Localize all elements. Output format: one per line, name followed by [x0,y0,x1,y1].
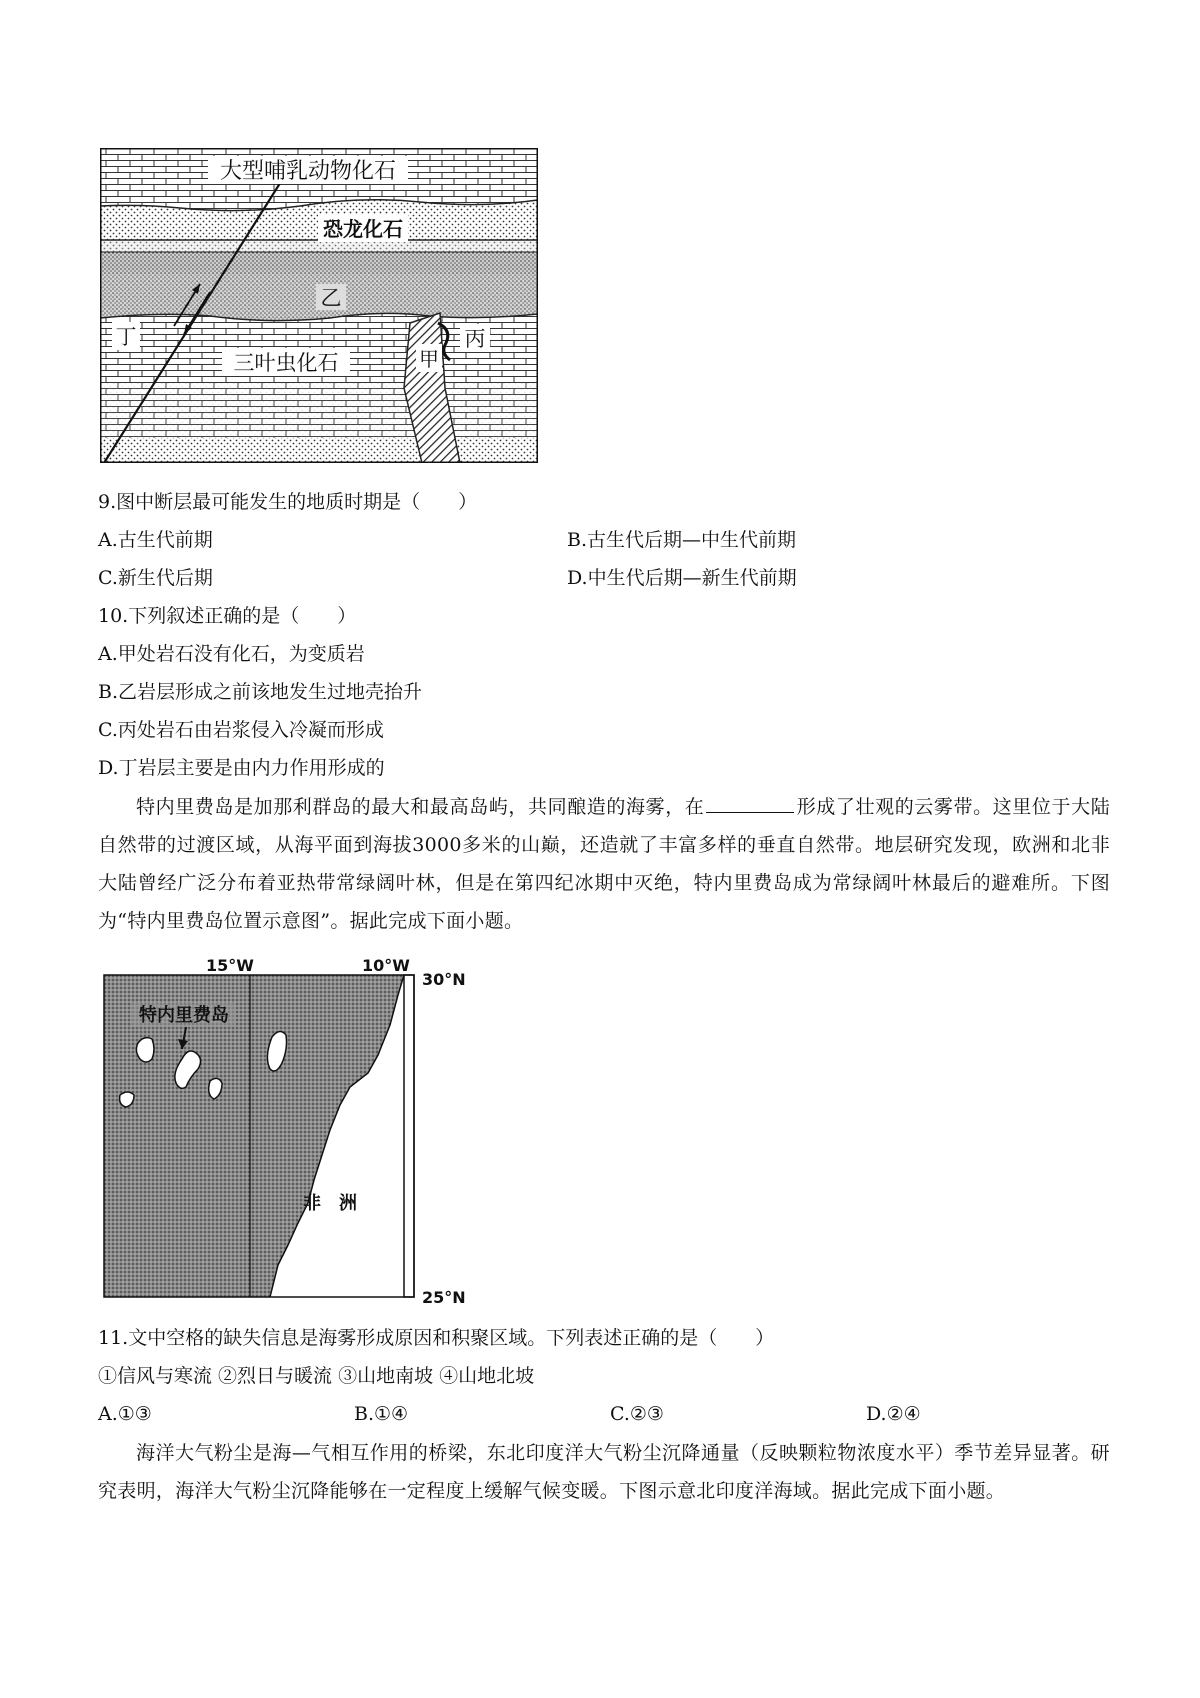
label-tenerife: 特内里费岛 [139,1005,229,1026]
passage-tenerife [98,788,1110,940]
tenerife-location-map [100,955,480,1307]
q10-option-d[interactable]: D.丁岩层主要是由内力作用形成的 [98,757,385,779]
q11-items: ①信风与寒流 ②烈日与暖流 ③山地南坡 ④山地北坡 [98,1365,535,1387]
label-lon-15w: 15°W [206,956,254,975]
label-ding: 丁 [115,325,137,349]
label-lat-30n: 30°N [422,970,466,989]
passage-dust: 海洋大气粉尘是海—气相互作用的桥梁，东北印度洋大气粉尘沉降通量（反映颗粒物浓度水平）季节差异显著。研究表明，海洋大气粉尘沉降能够在一定程度上缓解气候变暖。下图示意北印度洋海域。据此完成下面小题。 [98,1442,1110,1502]
label-yi: 乙 [320,286,342,310]
label-trilobite-fossil: 三叶虫化石 [233,351,339,375]
q11-option-d[interactable]: D.②④ [866,1403,921,1425]
q11-option-c[interactable]: C.②③ [610,1403,664,1425]
q9-option-a[interactable]: A.古生代前期 [98,529,213,551]
label-lat-25n: 25°N [422,1288,466,1307]
q11-option-b[interactable]: B.①④ [354,1403,409,1425]
q11-option-a[interactable]: A.①③ [98,1403,152,1425]
q9-stem: 9.图中断层最可能发生的地质时期是（ ） [98,491,478,513]
q9-option-b[interactable]: B.古生代后期—中生代前期 [567,529,797,551]
q9-option-c[interactable]: C.新生代后期 [98,567,213,589]
label-lon-10w: 10°W [362,956,410,975]
label-bing: 丙 [464,327,486,351]
passage-tenerife-before-blank: 特内里费岛是加那利群岛的最大和最高岛屿，共同酿造的海雾，在 [136,796,705,818]
q10-option-a[interactable]: A.甲处岩石没有化石，为变质岩 [98,643,365,665]
label-africa: 非 洲 [303,1193,357,1214]
q10-option-b[interactable]: B.乙岩层形成之前该地发生过地壳抬升 [98,681,423,703]
geologic-section-figure [100,148,538,463]
label-mammal-fossil: 大型哺乳动物化石 [219,159,397,184]
label-dinosaur-fossil: 恐龙化石 [323,217,403,241]
q9-option-d[interactable]: D.中生代后期—新生代前期 [567,567,797,589]
q10-stem: 10.下列叙述正确的是（ ） [98,605,357,627]
q11-stem: 11.文中空格的缺失信息是海雾形成原因和积聚区域。下列表述正确的是（ ） [98,1327,775,1349]
passage-blank [706,794,794,813]
label-jia: 甲 [419,347,439,371]
q10-option-c[interactable]: C.丙处岩石由岩浆侵入冷凝而形成 [98,719,384,741]
passage-tenerife-after-blank: 形成了壮观的云雾带。这里位于大陆自然带的过渡区域，从海平面到海拔3000多米的山巅，还造就了丰富多样的垂直自然带。地层研究发现，欧洲和北非大陆曾经广泛分布着亚热带常绿阔叶林，但是在第四纪冰期中灭绝，特内里费岛成为常绿阔叶林最后的避难所。下图为“特内里费岛位置示意图”。据此完成下面小题。 [98,796,1111,932]
